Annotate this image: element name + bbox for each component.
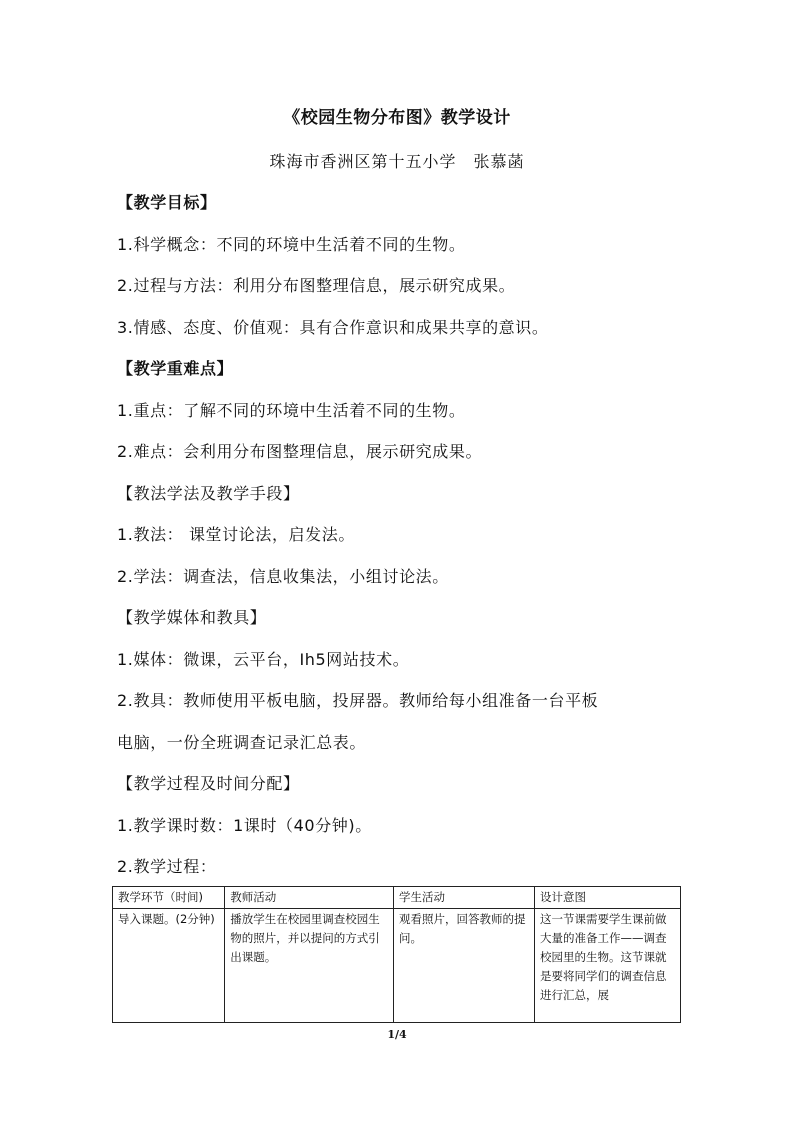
author-line: 珠海市香洲区第十五小学 张慕菡 bbox=[269, 152, 525, 171]
media-item-continued: 电脑，一份全班调查记录汇总表。 bbox=[117, 733, 367, 752]
cell-design-intent: 这一节课需要学生课前做大量的准备工作——调查校园里的生物。这节课就是要将同学们的调查信息进行汇总，展 bbox=[535, 909, 681, 1023]
objective-item: 3.情感、态度、价值观：具有合作意识和成果共享的意识。 bbox=[117, 318, 549, 337]
method-item: 2.学法：调查法，信息收集法，小组讨论法。 bbox=[117, 567, 449, 586]
document-title: 《校园生物分布图》教学设计 bbox=[283, 108, 511, 128]
table-row bbox=[113, 909, 681, 1023]
header-stage: 教学环节（时间) bbox=[113, 887, 225, 909]
header-design-intent: 设计意图 bbox=[535, 887, 681, 909]
section-heading-process: 【教学过程及时间分配】 bbox=[117, 774, 300, 793]
process-item: 1.教学课时数：1课时（40分钟)。 bbox=[117, 816, 372, 835]
teaching-process-table bbox=[112, 886, 681, 1023]
media-item: 2.教具：教师使用平板电脑，投屏器。教师给每小组准备一台平板 bbox=[117, 691, 599, 710]
objective-item: 2.过程与方法：利用分布图整理信息，展示研究成果。 bbox=[117, 276, 516, 295]
section-heading-media: 【教学媒体和教具】 bbox=[117, 608, 267, 627]
table-header-row bbox=[113, 887, 681, 909]
key-point-item: 1.重点：了解不同的环境中生活着不同的生物。 bbox=[117, 401, 466, 420]
cell-stage: 导入课题。(2分钟) bbox=[113, 909, 225, 1023]
key-point-item: 2.难点：会利用分布图整理信息，展示研究成果。 bbox=[117, 442, 483, 461]
objective-item: 1.科学概念：不同的环境中生活着不同的生物。 bbox=[117, 235, 466, 254]
header-student-activity: 学生活动 bbox=[394, 887, 535, 909]
section-heading-objectives: 【教学目标】 bbox=[117, 193, 217, 212]
method-item: 1.教法： 课堂讨论法，启发法。 bbox=[117, 525, 355, 544]
cell-teacher-activity: 播放学生在校园里调查校园生物的照片，并以提问的方式引出课题。 bbox=[225, 909, 394, 1023]
header-teacher-activity: 教师活动 bbox=[225, 887, 394, 909]
section-heading-key-points: 【教学重难点】 bbox=[117, 359, 234, 378]
media-item: 1.媒体：微课，云平台，Ih5网站技术。 bbox=[117, 650, 410, 669]
page-number: 1/4 bbox=[387, 1028, 407, 1041]
section-heading-methods: 【教法学法及教学手段】 bbox=[117, 484, 300, 503]
cell-student-activity: 观看照片，回答教师的提问。 bbox=[394, 909, 535, 1023]
process-item: 2.教学过程： bbox=[117, 857, 217, 876]
